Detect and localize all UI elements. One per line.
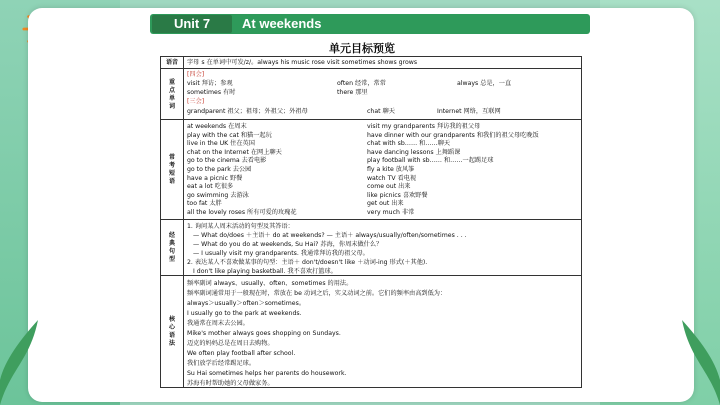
phrase-item: get out 出来 bbox=[367, 200, 404, 208]
phrase-item: all the lovely roses 所有可爱的玫瑰花 bbox=[187, 209, 297, 216]
word-item: chat 聊天 bbox=[367, 108, 395, 115]
overview-table bbox=[160, 56, 582, 388]
phrase-item: play football with sb…… 和……一起踢足球 bbox=[367, 157, 494, 165]
phrase-item: chat on the Internet 在网上聊天 bbox=[187, 148, 282, 156]
grammar-line: Su Hai sometimes helps her parents do housework. bbox=[187, 370, 347, 377]
word-item: visit 拜访；参观 bbox=[187, 80, 233, 87]
grammar-line: 频率副词通常用于一般现在时，常放在 be 动词之后，实义动词之前。它们的频率由高到低为： bbox=[187, 290, 447, 297]
sentence-line: — I usually visit my grandparents. 我通常拜访我的祖父母。 bbox=[193, 250, 369, 257]
phonics-row bbox=[161, 57, 581, 68]
phonics-label: 语音 bbox=[161, 57, 184, 68]
document-title: 单元目标预览 bbox=[329, 42, 395, 55]
sentence-line: 1. 询问某人周末活动的句型及其答语： bbox=[187, 223, 294, 230]
phrase-item: chat with sb…… 和……聊天 bbox=[367, 140, 451, 148]
phrases-row bbox=[161, 119, 581, 220]
key-words-label: 重点单词 bbox=[161, 69, 184, 120]
three-skill-tag: [三会] bbox=[187, 98, 205, 105]
phrase-item: watch TV 看电视 bbox=[367, 174, 417, 182]
word-item: there 那里 bbox=[337, 89, 368, 96]
sentence-line: — What do you do at weekends, Su Hai? 苏海，你周末做什么？ bbox=[193, 241, 383, 248]
phrase-item: too fat 太胖 bbox=[187, 200, 222, 208]
phrase-item: eat a lot 吃很多 bbox=[187, 183, 234, 191]
phrase-item: go swimming 去游泳 bbox=[187, 191, 249, 199]
grammar-line: 迈克的妈妈总是在周日去购物。 bbox=[187, 340, 274, 347]
core-grammar-label: 核心语法 bbox=[161, 276, 184, 388]
phrase-item: play with the cat 和猫一起玩 bbox=[187, 131, 272, 139]
core-grammar-row bbox=[161, 275, 581, 388]
phrase-item: live in the UK 住在英国 bbox=[187, 140, 255, 148]
phonics-text: 字母 s 在单词中可发/z/。always his music rose visit sometimes shows grows bbox=[187, 59, 418, 66]
word-item: Internet 网络，互联网 bbox=[437, 108, 501, 115]
unit-title: At weekends bbox=[242, 16, 322, 31]
grammar-line: 我们放学后经常踢足球。 bbox=[187, 360, 256, 367]
word-item: often 经常，常常 bbox=[337, 80, 386, 87]
sentence-patterns-row bbox=[161, 219, 581, 276]
word-item: grandparent 祖父；祖母；外祖父；外祖母 bbox=[187, 108, 308, 115]
word-item: always 总是，一直 bbox=[457, 80, 512, 87]
grammar-line: Mike's mother always goes shopping on Sundays. bbox=[187, 330, 341, 337]
phrase-item: very much 非常 bbox=[367, 209, 415, 216]
grammar-line: We often play football after school. bbox=[187, 350, 296, 357]
grammar-line: 苏海有时帮助她的父母做家务。 bbox=[187, 380, 274, 387]
phrase-item: go to the park 去公园 bbox=[187, 166, 252, 173]
phrase-item: go to the cinema 去看电影 bbox=[187, 157, 267, 165]
phrase-item: come out 出来 bbox=[367, 183, 411, 191]
leaf-decoration-icon bbox=[0, 300, 40, 405]
key-words-row bbox=[161, 68, 581, 120]
grammar-line: I usually go to the park at weekends. bbox=[187, 310, 302, 317]
grammar-line: always＞usually＞often＞sometimes。 bbox=[187, 300, 306, 307]
phrase-item: like picnics 喜欢野餐 bbox=[367, 191, 428, 199]
phrase-item: fly a kite 放风筝 bbox=[367, 166, 415, 173]
phrase-item: have a picnic 野餐 bbox=[187, 174, 243, 182]
four-skill-tag: [四会] bbox=[187, 71, 205, 78]
phrase-item: at weekends 在周末 bbox=[187, 123, 247, 130]
word-item: sometimes 有时 bbox=[187, 89, 236, 96]
phrases-label: 常考短语 bbox=[161, 120, 184, 220]
sentence-line: I don't like playing basketball. 我不喜欢打篮球。 bbox=[193, 268, 337, 275]
phrase-item: have dancing lessons 上舞蹈课 bbox=[367, 148, 461, 156]
grammar-line: 我通常在周末去公园。 bbox=[187, 320, 249, 327]
leaf-decoration-icon bbox=[680, 300, 720, 405]
unit-label: Unit 7 bbox=[152, 15, 232, 33]
grammar-line: 频率副词 always、usually、often、sometimes 的用法。 bbox=[187, 280, 353, 287]
phrase-item: visit my grandparents 拜访我的祖父母 bbox=[367, 123, 481, 130]
sentence-line: 2. 表达某人不喜欢做某事的句型：主语＋ don't/doesn't like ＋动词-ing 形式(＋其他). bbox=[187, 259, 428, 266]
phrase-item: have dinner with our grandparents 和我们的祖父母吃晚饭 bbox=[367, 131, 539, 139]
sentence-line: — What do/does ＋主语＋ do at weekends? — 主语＋ always/usually/often/sometimes . . . bbox=[193, 232, 467, 239]
sentence-patterns-label: 经典句型 bbox=[161, 220, 184, 276]
